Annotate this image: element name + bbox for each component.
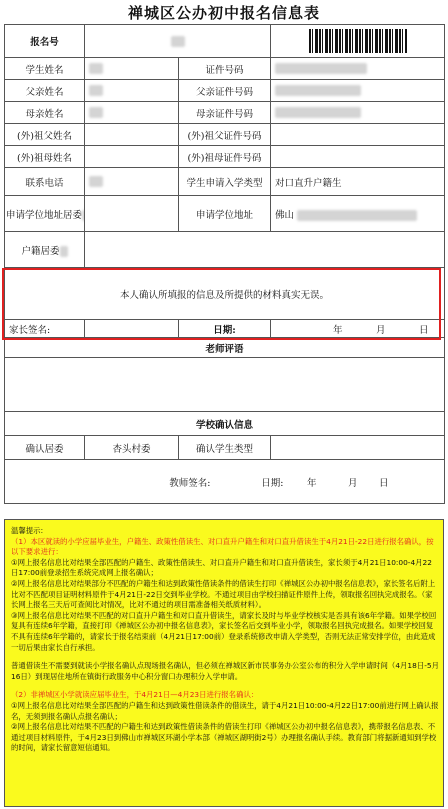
reg-no-value [85,25,271,58]
pgf-id-label: (外)祖父证件号码 [179,124,271,146]
teacher-comment-area [5,358,445,412]
pgm-id-value [271,146,445,168]
notice-gap-2 [11,682,439,690]
parent-sign-value [85,320,179,338]
hukou-committee-label [5,232,85,268]
signature-row [5,460,445,504]
reg-no-label: 报名号 [5,25,85,58]
notice-box [4,519,444,807]
student-type-label: 学生申请入学类型 [179,168,271,196]
registration-table [4,24,445,504]
hukou-committee-text: 户籍居委 [21,245,60,257]
pgf-id-value [271,124,445,146]
residence-label [5,196,85,232]
pgf-name-label: (外)祖父姓名 [5,124,85,146]
notice-section1-title: （1）本区就读的小学应届毕业生，户籍生、政策性借读生、对口直升户籍生和对口直升借读生于4月21日-22日进行报名确认，按以下要求进行： [11,536,434,557]
mother-id-value [271,102,445,124]
student-name-label: 学生姓名 [5,58,85,80]
notice-item5: ②网上报名信息比对结果不匹配的户籍生和达到政策性借读条件的借读生打印《禅城区公办初中报名信息表》，携带报名信息表、不通过项目材料原件，于4月23日到佛山市禅城区环湖小学本部（禅城区湖明街2号）办理报名确认手续。教育部门将据新通知到学校的时间，请家长留意短信通知。 [11,722,437,753]
mother-name-label: 母亲姓名 [5,102,85,124]
phone-value [85,168,179,196]
confirm-committee-label: 确认居委 [5,436,85,460]
date-month: 月 [375,324,386,336]
form-title: 禅城区公办初中报名信息表 [127,4,320,22]
pgf-name-value [85,124,179,146]
notice-item1: ①网上报名信息比对结果全部匹配的户籍生、政策性借读生、对口直升户籍生和对口直升借读生，家长须于4月21日10:00-4月22日17:00前登录招生系统完成网上报名确认； [11,557,432,578]
address-value [271,196,445,232]
id-no-label: 证件号码 [179,58,271,80]
notice-item4: ①网上报名信息比对结果全部匹配的户籍生和达到政策性借读条件的借读生，请于4月21日10:00-4月22日17:00前进行网上确认报名，无须到报名确认点报名确认； [11,700,439,721]
confirm-type-value [271,436,445,460]
hukou-committee-value [85,232,445,268]
student-name-value [85,58,179,80]
date2-label: 日期: [261,477,284,489]
father-id-value [271,80,445,102]
address-label: 申请学位地址 [179,196,271,232]
id-no-value [271,58,445,80]
barcode-image [309,29,407,53]
date-value [271,320,445,338]
school-confirm-heading: 学校确认信息 [5,412,445,436]
address-prefix: 佛山 [275,209,295,221]
date-year: 年 [332,324,343,336]
pgm-name-value [85,146,179,168]
date2-year: 年 [306,477,317,489]
declaration-text: 本人确认所填报的信息及所提供的材料真实无误。 [5,268,445,320]
date2-day: 日 [379,477,389,489]
teacher-sign-label: 教师签名: [169,477,211,489]
father-name-value [85,80,179,102]
teacher-comment-heading: 老师评语 [5,338,445,358]
phone-label: 联系电话 [5,168,85,196]
notice-para2: 普通借读生不需要到就读小学报名确认点现场报名确认，但必须在禅城区新市民事务办公室公布的积分入学申请时间（4月18日-5月16日）到现居住地所在镇街行政服务中心积分窗口办理积分入学申请。 [11,661,439,681]
mother-id-label: 母亲证件号码 [179,102,271,124]
confirm-type-label: 确认学生类型 [179,436,271,460]
parent-sign-label: 家长签名: [5,320,85,338]
notice-heading: 温馨提示: [11,526,44,535]
residence-label-text: 申请学位地址居委 [6,209,83,221]
father-name-label: 父亲姓名 [5,80,85,102]
notice-section2-title: （2）非禅城区小学就读应届毕业生，于4月21日—4月23日进行报名确认： [11,690,259,700]
mother-name-value [85,102,179,124]
notice-item2: ②网上报名信息比对结果部分不匹配的户籍生和达到政策性借读条件的借读生打印《禅城区公办初中报名信息表》，家长签名后附上比对不匹配项目证明材料原件于4月21日-22日交到毕业学校。不通过项目由学校扫描证件原件上传，领取报名回执完成报名。（家长网上报名三天后可查阅比对情况，比对不通过的项目需准备相关纸质材料）。 [11,578,436,610]
notice-gap [11,653,439,661]
date-day: 日 [419,324,429,336]
date2-month: 月 [348,477,358,489]
barcode [271,25,445,58]
confirm-committee-value: 杏头村委 [85,436,179,460]
pgm-name-label: (外)祖母姓名 [5,146,85,168]
student-type-value: 对口直升户籍生 [271,168,445,196]
father-id-label: 父亲证件号码 [179,80,271,102]
date-label: 日期: [179,320,271,338]
pgm-id-label: (外)祖母证件号码 [179,146,271,168]
notice-item3: ③网上报名信息比对结果不匹配的对口直升户籍生和对口直升借读生，请家长及时与毕业学校核实是否具有该6年学籍。如果学校回复具有连续6年学籍，直接打印《禅城区公办初中报名信息表》，家长签名后交到毕业小学，领取报名回执完成报名。如果学校回复不具有连续6年学籍的，请家长于报名结束前（4月21日17:00前）登录系统修改申请入学类型，否则无法正常安排学位，由此造成一切后果由家长自行承担。 [11,610,437,652]
residence-value [85,196,179,232]
